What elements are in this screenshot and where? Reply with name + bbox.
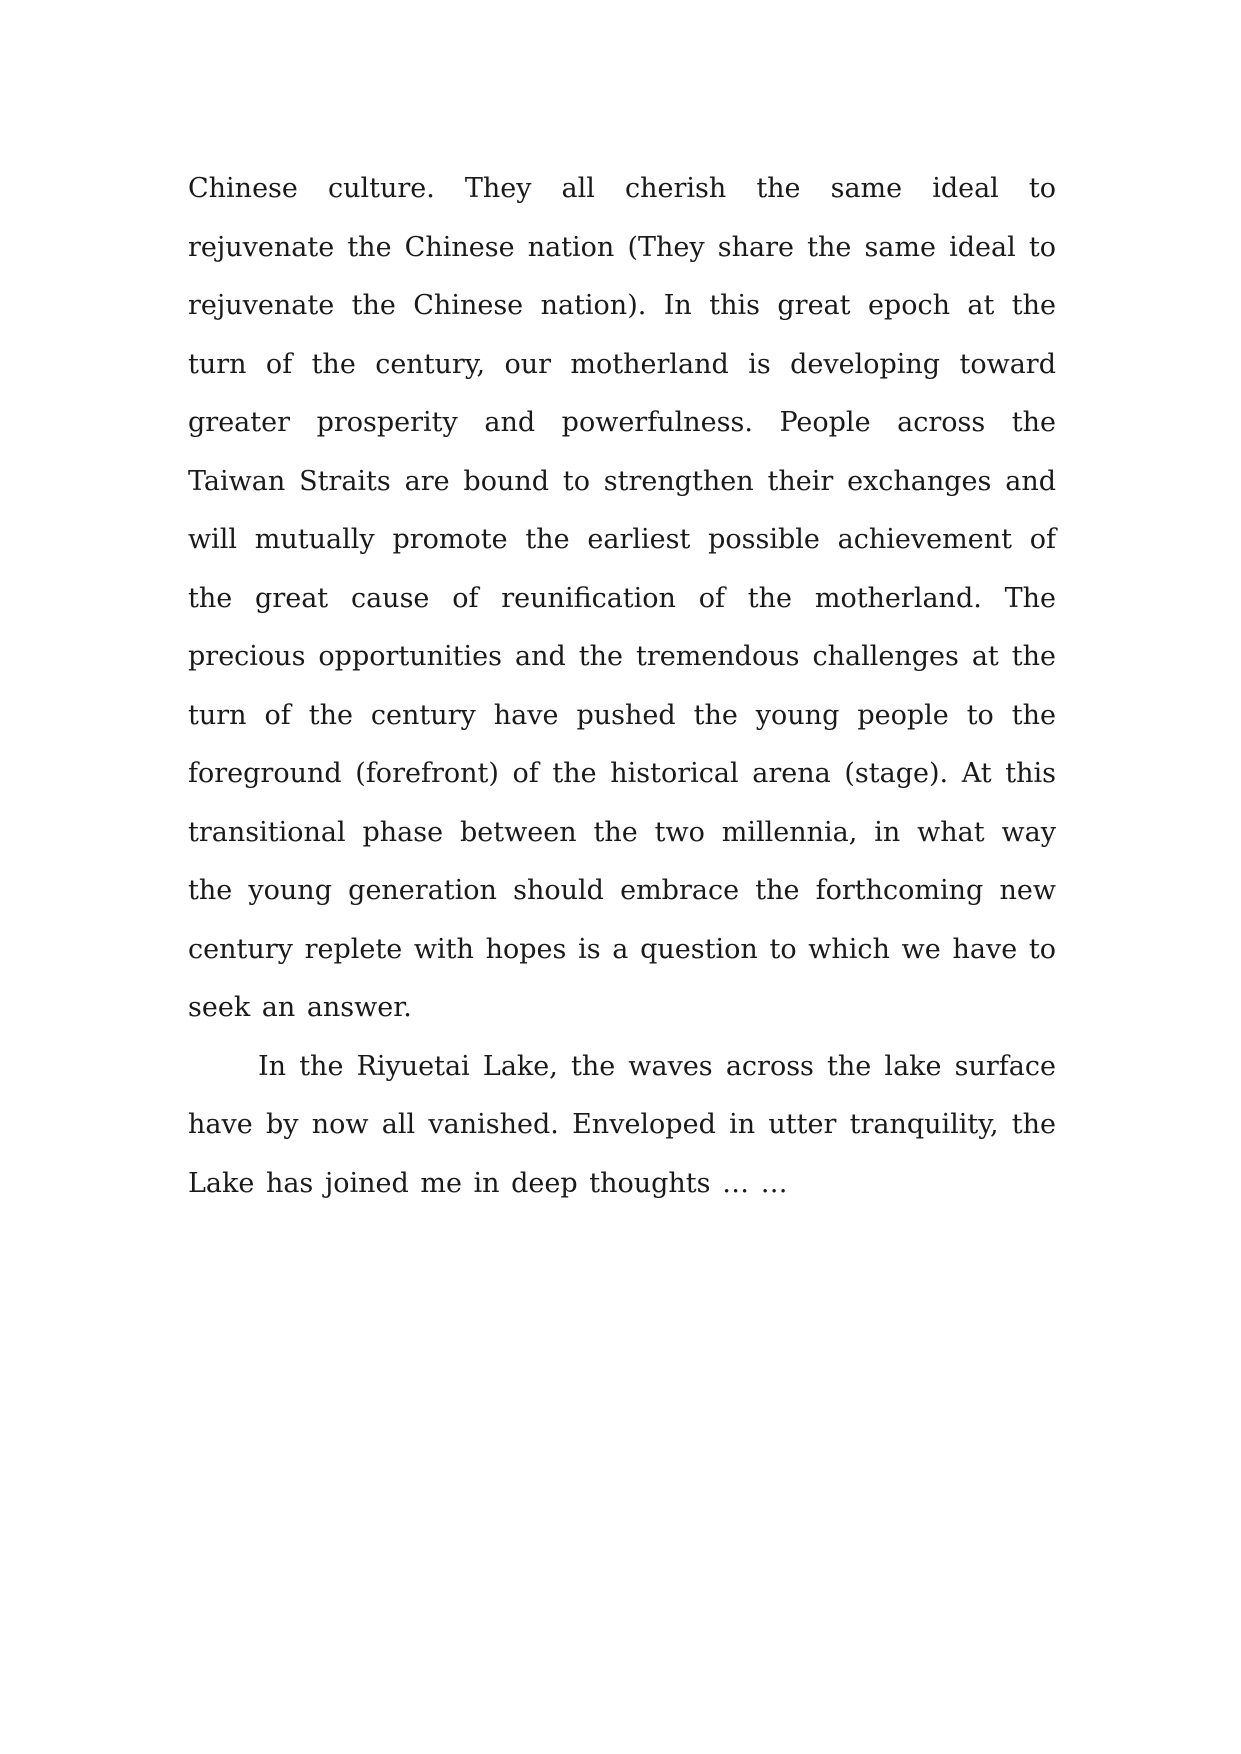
paragraph-lake: In the Riyuetai Lake, the waves across the lake surface have by now all vanished. Enveloped in utter tranquility, the Lake has joined me in deep thoughts … … bbox=[188, 1050, 1056, 1199]
paragraph-continued: Chinese culture. They all cherish the same ideal to rejuvenate the Chinese nation (They share the same ideal to rejuvenate the Chinese nation). In this great epoch at the turn of the century, our motherland is developing toward greater prosperity and powerfulness. People across the Taiwan Straits are bound to strengthen their exchanges and will mutually promote the earliest possible achievement of the great cause of reunification of the motherland. The precious opportunities and the tremendous challenges at the turn of the century have pushed the young people to the foreground (forefront) of the historical arena (stage). At this transitional phase between the two millennia, in what way the young generation should embrace the forthcoming new century replete with hopes is a question to which we have to seek an answer. bbox=[188, 173, 1056, 1023]
body-text bbox=[188, 160, 1056, 1213]
